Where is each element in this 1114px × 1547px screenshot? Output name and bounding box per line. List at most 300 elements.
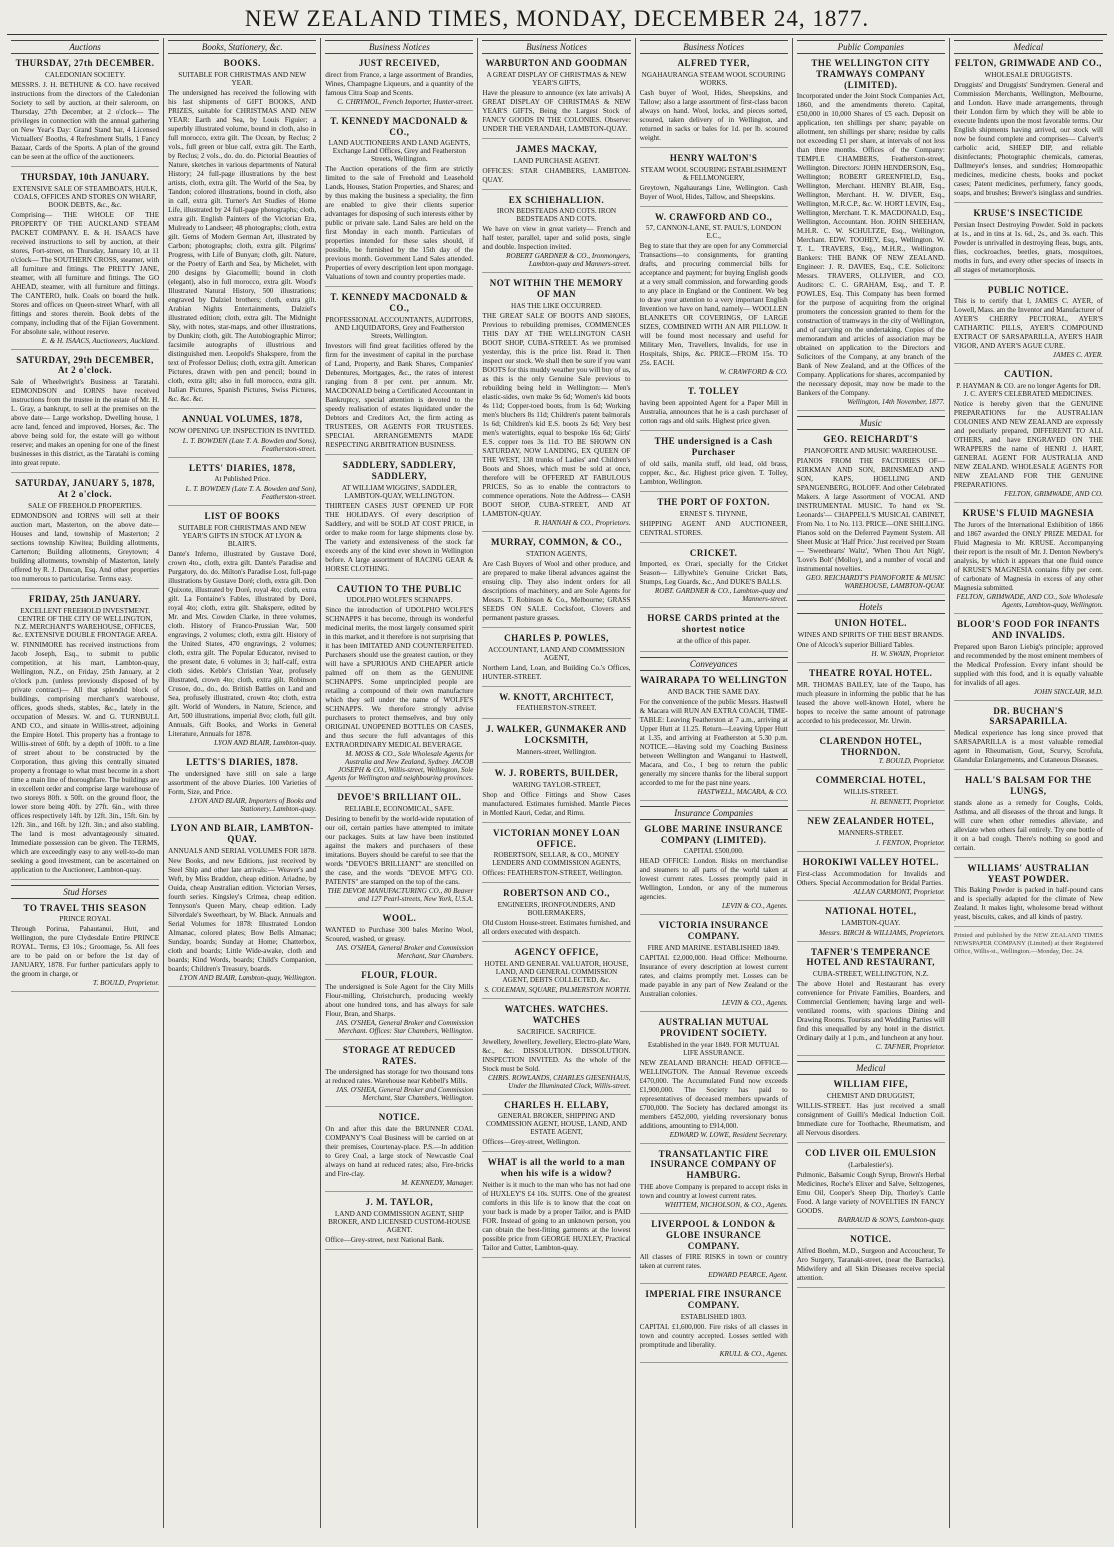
ad-subtitle: LAMBTON-QUAY. (841, 918, 901, 927)
advertisement (325, 1112, 473, 1192)
advertisement (640, 1219, 788, 1284)
ad-subtitle: PRINCE ROYAL (59, 915, 111, 924)
ad-body: Offices—Grey-street, Wellington. (482, 1138, 580, 1147)
column-6 (793, 38, 950, 1528)
ad-subtitle: ERNEST S. THYNNE, (679, 509, 748, 518)
ad-body: MR. THOMAS BAILEY, late of the Taupo, has much pleasure in informing the public that he has leased the above well-known Hotel, where he hopes to receive the same amount of patronage accorded to his predecessor, Mr. Urwin. (796, 680, 945, 725)
ad-title: DR. BUCHAN'S SARSAPARILLA. (989, 705, 1068, 727)
ad-body: Old Custom House-street. Estimates furnished, and all orders executed with despatch. (482, 919, 631, 937)
ad-body: Beg to state that they are open for any Commercial Transactions—to consignments, for granting drafts, and procuring commercial bills for acceptance and payment; for buying English goods at a very small commission, and forwarding goods to any place in England or the Continent. We beg to draw your attention to a very important English Invention we have on hand, namely— WOOLLEN BLANKETS OR COVERINGS, OF LARGE SIZES, COMBINED WITH AN AIR PILLOW. It will be found most necessary and useful for Military Men, Travellers, Invalids, for use in Hospitals, Ships, &c. PRICE—FROM 15s. TO 25s. EACH. (639, 242, 788, 368)
ad-body: OFFICES: STAR CHAMBERS, LAMBTON-QUAY. (482, 166, 631, 184)
advertisement (797, 736, 945, 771)
ad-signature: EDWARD PEARCE, Agent. (708, 1271, 788, 1280)
advertisement (797, 775, 945, 811)
ad-subtitle: UDOLPHO WOLFE'S SCHNAPPS. (346, 596, 453, 605)
ad-subtitle: PROFESSIONAL ACCOUNTANTS, AUDITORS, AND LIQUIDATORS, Grey and Featherston Streets, Wellington. (325, 315, 474, 340)
column-2 (164, 38, 321, 1528)
ad-title: WARBURTON AND GOODMAN (485, 58, 628, 68)
advertisement (640, 153, 788, 207)
ad-body: EDMONDSON and IORNS will sell at their auction mart, Masterton, on the above date— Houses and land, township of Masterton; 2 sections township Kiwitea; Building allotments, Carterton; Building allotments, Greytown; 4 building allotments, township of Masterton, lately offered by R. J. Duncan, Esq. And other properties too numerous to particularise. Terms easy. (11, 511, 160, 583)
ad-signature: FELTON, GRIMWADE, AND CO., Sole Wholesale Agents, Lambton-quay, Wellington. (956, 592, 1103, 609)
advertisement (797, 1079, 945, 1143)
ad-title: T. KENNEDY MACDONALD & CO., (330, 115, 469, 137)
section-heading: Music (797, 416, 945, 430)
ad-subtitle: ACCOUNTANT, LAND AND COMMISSION AGENT, (488, 645, 625, 662)
ad-title: KRUSE'S FLUID MAGNESIA (962, 508, 1095, 519)
advertisement (954, 58, 1103, 203)
ad-body: direct from France, a large assortment of Brandies, Wines, Champagne Liqueurs, and a quantity of the famous Citra Soap and Scents. (325, 70, 474, 97)
advertisement (325, 584, 473, 788)
advertisement (168, 463, 316, 507)
ad-title: THE undersigned is a Cash Purchaser (654, 436, 773, 457)
ad-title: PUBLIC NOTICE. (987, 284, 1069, 295)
advertisement (954, 369, 1103, 503)
newspaper-page (7, 4, 1107, 1539)
ad-body: Offices: FEATHERSTON-STREET, Wellington. (482, 869, 623, 878)
ad-title: WATCHES. WATCHES. WATCHES (504, 1003, 609, 1025)
ad-subtitle: LAND AND COMMISSION AGENT, SHIP BROKER, AND LICENSED CUSTOM-HOUSE AGENT. (328, 1209, 471, 1234)
ad-body: Comprising— THE WHOLE OF THE PROPERTY OF THE AUCKLAND STEAM PACKET COMPANY. E. & H. ISAACS have received instructions to sell by auction, at their stores, Fort-street, on Thursday, January 10, at 11 o'clock— The SOUTHERN CROSS, steamer, with all furniture and fittings. The PRETTY JANE, steamer, with all furniture and fittings. The GO AHEAD, steamer, with all furniture and fittings. The CANTERO, hulk. Coals on board the hulk. Stores and offices on Queen-street Wharf, with all fittings and stores therein. Book debts of the company, including that of the Fijian Government. For absolute sale, without reserve. (11, 210, 160, 336)
ad-subtitle: AT WILLIAM WIGGINS', SADDLER, LAMBTON-QUAY, WELLINGTON. (341, 483, 457, 500)
ad-body: Neither is it much to the man who has not had one of HUXLEY'S £4 10s. SUITS. One of the greatest comforts in this life is to know that the coat on your back is made by a proper Tailor, and is PAID FOR. Instead of going to an unknown person, you can obtain the best-fitting garments at the lowest possible price from GEORGE HUXLEY, Practical Tailor and Cutter, Lambton-quay. (482, 1180, 631, 1252)
ad-subtitle: A GREAT DISPLAY OF CHRISTMAS & NEW YEAR'S GIFTS, (486, 70, 627, 87)
ad-body: CAPITAL £1,600,000. Fire risks of all classes in town and country accepted. Losses settled with promptitude and liberality. (639, 1322, 788, 1349)
advertisement (640, 497, 788, 543)
ad-signature: J. FENTON, Proprietor. (875, 838, 945, 847)
ad-subtitle: HAS THE LIKE OCCURRED. (511, 301, 602, 310)
ad-signature: W. CRAWFORD & CO. (719, 368, 788, 377)
ad-title: LYON AND BLAIR, LAMBTON-QUAY. (170, 822, 314, 844)
ad-title: W. CRAWFORD AND CO., (655, 211, 773, 222)
ad-signature: THE DEVOE MANUFACTURING CO., 80 Beaver and 127 Pearl-streets, New York, U.S.A. (327, 887, 474, 904)
ad-body: The undersigned have still on sale a large assortment of the above Diaries. 100 Varieties of Form, Size, and Price. (168, 769, 317, 796)
ad-subtitle: GENERAL BROKER, SHIPPING AND COMMISSION AGENT, HOUSE, LAND, AND ESTATE AGENT, (485, 1112, 627, 1137)
ad-title: WAIRARAPA TO WELLINGTON (640, 674, 787, 685)
ad-body: We have on view in great variety— French and half tester, parallel, taper and solid posts, single and double. Inspection invited. (482, 225, 631, 252)
ad-signature: JAS. O'SHEA, General Broker and Commission Merchant. Offices: Star Chambers, Wellington. (335, 1018, 474, 1035)
advertisement (797, 906, 945, 942)
ad-title: HORSE CARDS printed at the shortest notice (647, 613, 780, 635)
ad-signature: HASTWELL, MACARA, & CO. (697, 787, 788, 796)
ad-title: NOTICE. (378, 1112, 420, 1123)
ad-body: Sale of Wheelwright's Business at Taratahi. EDMONDSON and IORNS have received instructions from the trustee in the estate of Mr. H. L. Gray, a bankrupt, to sell at the premises on the above date— Large workshop, Dwelling house, 1 acre land, fenced and improved, Horses, &c. The above being sold for, the estate will go without reserve; and makes an opening for one of the finest businesses in this district, as the Taratahi is coming into great repute. (11, 378, 160, 468)
ad-body: The undersigned has storage for two thousand tons at reduced rates. Warehouse near Kebbell's Mills. (325, 1068, 474, 1086)
advertisement (640, 675, 788, 801)
imprint-footer: Printed and published by the NEW ZEALAND TIMES NEWSPAPER COMPANY (Limited) at their Registered Office, Willis-st., Wellington.—Monday, Dec. 24. (953, 932, 1103, 955)
ad-subtitle: (Larbalestier's). (848, 1160, 894, 1169)
ad-signature: Messrs. BIRCH & WILLIAMS, Proprietors. (819, 928, 945, 937)
ad-subtitle: NGAHAURANGA STEAM WOOL SCOURING WORKS. (641, 70, 786, 87)
advertisement (797, 58, 945, 411)
advertisement (482, 633, 630, 687)
ad-signature: C. TAFNER, Proprietor. (875, 1043, 945, 1052)
ad-body: Through Porirua, Pahautanui, Hutt, and Wellington, the pure Clydesdale Entire PRINCE ROYAL. Terms, £3 10s.; Groomage, 5s. All fees are to be paid on or before the 1st day of JANUARY, 1878. For further particulars apply to the groom in charge, or (11, 925, 160, 979)
advertisement (11, 58, 159, 167)
ad-title: LIST OF BOOKS (204, 511, 280, 522)
ad-signature: LEVIN & CO., Agents. (721, 998, 788, 1007)
column-3 (321, 38, 478, 1528)
ad-title: T. KENNEDY MACDONALD & CO., (330, 292, 469, 314)
columns-container (7, 38, 1107, 1528)
ad-title: CLARENDON HOTEL, THORNDON. (819, 735, 923, 757)
ad-signature: CHRIS. ROWLANDS, CHARLES GIESENHAUS, Under the Illuminated Clock, Willis-street. (488, 1073, 631, 1090)
ad-subtitle: ROBERTSON, SELLAR, & CO., MONEY LENDERS AND COMMISSION AGENTS, (492, 851, 621, 868)
ad-body: WANTED to Purchase 300 bales Merino Wool, Scoured, washed, or greasy. (325, 925, 474, 943)
ad-body: CAPITAL £2,000,000. Head Office: Melbourne. Insurance of every description at lowest current rates, and claims promptly met. Losses can be made payable in any part of New Zealand or the Australian colonies. (639, 953, 788, 998)
ad-title: MURRAY, COMMON, & CO., (490, 536, 623, 547)
ad-title: WILLIAM FIFE, (833, 1079, 909, 1090)
advertisement (954, 508, 1103, 614)
advertisement (640, 386, 788, 431)
section-heading: Business Notices (482, 40, 630, 54)
ad-title: DEVOE'S BRILLIANT OIL. (337, 792, 462, 803)
ad-title: FLOUR, FLOUR. (361, 969, 438, 980)
ad-signature: L. T. BOWDEN (Late T. A. Bowden and Son), Featherston-street. (185, 485, 317, 502)
advertisement (325, 292, 473, 455)
ad-subtitle: AND BACK THE SAME DAY. (667, 687, 760, 696)
ad-title: CHARLES H. ELLABY, (504, 1099, 609, 1110)
ad-body: Alfred Boehm, M.D., Surgeon and Accoucheur, Te Aro Surgery, Taranaki-street, (near the Barracks). Midwifery and all Skin Diseases receive special attention. (796, 1246, 945, 1282)
ad-subtitle: MANNERS-STREET. (838, 828, 904, 837)
ad-body: This Baking Powder is packed in half-pound cans and is specially adapted for the climate of New Zealand. It makes light, wholesome bread without yeast, biscuits, cakes, and all kinds of pastry. (953, 886, 1103, 922)
ad-title: J. WALKER, GUNMAKER AND LOCKSMITH, (486, 724, 627, 746)
ad-body: Have the pleasure to announce (ex late arrivals) A GREAT DISPLAY OF CHRISTMAS & NEW YEAR'S GIFTS, Being the Largest Stock of FANCY GOODS IN THE COLONIES. Observe: UNDER THE VERANDAH, LAMBTON-QUAY. (482, 88, 631, 133)
advertisement (797, 668, 945, 731)
ad-subtitle: CUBA-STREET, WELLINGTON, N.Z. (812, 970, 929, 979)
ad-signature: LYON AND BLAIR, Importers of Books and Stationery, Lambton-quay. (189, 796, 317, 813)
ad-subtitle: Established in the year 1849. FOR MUTUAL LIFE ASSURANCE. (647, 1040, 780, 1057)
ad-body: HEAD OFFICE: London. Risks on merchandise and steamers to all parts of the world taken at lowest current rates. Losses promptly paid in Wellington, London, or any of the numerous agencies. (639, 857, 788, 902)
ad-signature: ALLAN CARMONT, Proprietor. (853, 887, 945, 896)
advertisement (640, 1149, 788, 1214)
advertisement (797, 434, 945, 595)
ad-signature: ROBT. GARDNER & CO., Lambton-quay and Manners-street. (654, 587, 788, 604)
advertisement (640, 548, 788, 609)
advertisement (482, 195, 630, 274)
ad-body: Are Cash Buyers of Wool and other produce, and are prepared to make liberal advances against the ensuing clip. They also indent orders for all descriptions of machinery, and are Sole Agents for Messrs. T. Robinson & Co., Melbourne; GRASS SEEDS ON SALE. Cocksfoot, Clovers and permanent pasture grasses. (482, 559, 631, 622)
ad-subtitle: STATION AGENTS, (526, 549, 587, 558)
ad-subtitle: NOW OPENING UP. INSPECTION IS INVITED. (168, 426, 316, 435)
ad-title: NOT WITHIN THE MEMORY OF MAN (489, 278, 624, 300)
advertisement (482, 888, 630, 942)
ad-body: of old sails, manila stuff, old lead, old brass, copper, &c., &c. Highest price given. T. Tolley, Lambton, Wellington. (639, 459, 788, 486)
advertisement (482, 1157, 630, 1258)
advertisement (640, 212, 788, 382)
ad-body: Investors will find great facilities offered by the firm for the investment of capital in the purchase of Land, Property, and Bank Shares, Companies' Debentures, Mortgages, &c., the rates of interest ranging from 8 per cent. per annum. Mr. MACDONALD being a Certificated Accountant in Bankruptcy, special attention is devoted to the speedy realisation of estates liquidated under the Debtors and Creditors Act, the firm acting as TRUSTEES, OR AGENTS FOR TRUSTEES. SPECIAL ARRANGEMENTS MADE RESPECTING ARBITRATION BUSINESS. (325, 341, 474, 449)
column-5 (636, 38, 793, 1528)
ad-title: THE PORT OF FOXTON. (657, 496, 770, 507)
section-heading: Medical (797, 1061, 945, 1075)
ad-subtitle: ANNUALS AND SERIAL VOLUMES FOR 1878. (168, 846, 317, 855)
ad-body: One of Alcock's superior Billiard Tables. (796, 640, 914, 649)
ad-title: JAMES MACKAY, (515, 143, 598, 154)
ad-title: W. J. ROBERTS, BUILDER, (494, 767, 619, 778)
ad-title: WOOL. (382, 913, 417, 924)
ad-subtitle: Manners-street, Wellington. (516, 747, 597, 756)
advertisement (482, 1004, 630, 1095)
section-heading: Business Notices (640, 40, 788, 54)
ad-subtitle: FEATHERSTON-STREET. (516, 704, 597, 713)
ad-signature: H. W. SWAIN, Proprietor. (871, 649, 945, 658)
ad-body: The undersigned has received the following with his last shipments of GIFT BOOKS, AND PRIZES, suitable for CHRISTMAS AND NEW YEAR: Earth and Sea, by Louis Figuier; a superbly illustrated volume, bound in cloth, also in full morocco, extra gilt. The Ocean, by Reclus; 2 vols., full green or blue calf, extra gilt. The Earth, by Reclus; 2 vols., do. do. do. Pictorial Beauties of Nature, sketches in various departments of Natural History; 24 full-page illustrations by the best artists, cloth, extra gilt. The World of the Sea, by Tandon; colored illustrations, bound in cloth, also in calf, extra gilt. Turner's Art Studies of Home Life, illustrated by 24 full-page photographs; cloth, extra gilt. English Painters of the Victorian Era, Mulready to Landseer; 48 photographs; cloth, extra gilt. Gems of Modern German Art, illustrated by Carbon; photographs; cloth, extra gilt. Pilgrims' Progress, with Life of Bunyan; cloth, gilt. Nature, or the Poetry of Earth and Sea, by Michelet, with 200 designs by Giacomelli; bound in cloth (elegant), also in full morocco, extra gilt. Wood's Illustrated Natural History, 500 illustrations; engraved by Dalziel brothers; cloth, extra gilt. Arabian Nights Entertainments, Dalziel's illustrated edition; cloth, extra gilt. The Midnight Sky, with notes, star-maps, and other illustrations, by Dunkin; cloth, gilt. The Autobiographic Mirror; facsimile autographs of illustrious and distinguished men. Leopold's Shakspere, from the text of Professor Delius; cloth, extra gilt. American Pictures, drawn with pen and pencil; bound in cloth, extra gilt; also in full morocco, extra gilt. Italian Pictures, Spanish Pictures, Swiss Pictures, &c. &c. &c. (168, 88, 317, 403)
ad-title: CHARLES P. POWLES, (504, 632, 609, 643)
ad-title: HOROKIWI VALLEY HOTEL. (802, 856, 939, 867)
ad-title: TAFNER'S TEMPERANCE HOTEL AND RESTAURANT, (806, 946, 935, 968)
ad-body: New Books, and new Editions, just received by Steel Ship and other late arrivals:— Weaver's and Weft, by Miss Braddon, cheap edition. Ariadne, by Ouida, cheap Australian edition. Victorian Verses, fourth series. Kingsley's Crimea, cheap edition. Tennyson's Queen Mary, cheap edition. Lady Silverdale's Sweetheart, by W. Black. Annuals and Serial Volumes for 1878: Illustrated London Almanac, colored plates; Bow Bells Almanac; Sunday, boards; Sunday at Home; Chatterbox, cloth and boards; Little Wide-awake, cloth and boards; Kind Words, boards; Child's Companion, boards; Children's Treasury, boards. (168, 856, 317, 973)
ad-title: GEO. REICHARDT'S (823, 434, 919, 445)
advertisement (797, 1148, 945, 1229)
ad-subtitle: WARING TAYLOR-STREET, (512, 780, 601, 789)
ad-subtitle: LAND AUCTIONEERS AND LAND AGENTS, Exchange Land Offices, Grey and Featherston Streets, Wellington. (328, 139, 471, 164)
ad-subtitle: 57, CANNON-LANE, ST. PAUL'S, LONDON E.C., (645, 224, 782, 241)
ad-title: CAUTION. (1004, 369, 1053, 380)
ad-title: CRICKET. (689, 547, 738, 558)
advertisement (325, 792, 473, 908)
ad-signature: JAMES C. AYER. (1052, 351, 1103, 360)
ad-body: PIANOS FROM THE FACTORIES OF— KIRKMAN AND SON, BRINSMEAD AND SON, KAPS, HOELLING AND SPANGENBERG, ROLOFF. And other Celebrated Makers. A large Assortment of VOCAL AND INSTRUMENTAL MUSIC. To hand ex 'St. Leonards'— CHAPPELL'S MUSICAL CABINET, From No. 1 to No. 113. PRICE—ONE SHILLING. Pianos sold on the Deferred Payment System. All Sheet Music at 'Half Price.' Just received per Steam— 'Sweethearts' Waltz', 'When Thou Art Nigh', 'Love's Bolt' (Molloy), and a number of vocal and instrumental novelties. (796, 457, 945, 574)
ad-body: For the convenience of the public Messrs. Hastwell & Macara will RUN AN EXTRA COACH, TIME-TABLE: Leaving Featherston at 7 a.m., arriving at Upper Hutt at 11.25. Return—Leaving Upper Hutt at 1.35, and arriving at Featherston at 5.30 p.m. NOTICE.—Having sold my Coaching Business between Wellington and Wanganui to Hastwell, Macara, and Co., I beg to return the public generally my sincere thanks for the liberal support accorded to me for the past nine years. (639, 697, 788, 787)
ad-signature: T. BOULD, Proprietor. (93, 979, 160, 988)
ad-signature: JAS. O'SHEA, General Broker and Commission Merchant, Star Chambers. (335, 943, 474, 960)
advertisement (11, 903, 159, 993)
ad-body: All classes of FIRE RISKS in town or country taken at current rates. (639, 1253, 788, 1271)
ad-body: SHIPPING AGENT AND AUCTIONEER, CENTRAL STORES. (639, 519, 788, 537)
ad-signature: ROBERT GARDNER & CO., Ironmongers, Lambton-quay and Manners-street. (506, 252, 631, 269)
advertisement (482, 58, 630, 139)
ad-body: Imported, ex Orari, specially for the Cricket Season— Lillywhite's Genuine Cricket Bats, Stumps, Leg Guards, &c., And DUKE'S BALLS. (639, 560, 788, 587)
advertisement (640, 824, 788, 916)
ad-subtitle: SUITABLE FOR CHRISTMAS AND NEW YEAR'S GIFTS IN STOCK AT LYON & BLAIR'S. (178, 524, 307, 549)
ad-body: The Auction operations of the firm are strictly limited to the sale of Freehold and Leasehold Lands, Houses, Station Properties, and Shares; and by thus making the business a speciality, the firm are enabled to give their clients superior advantages for disposing of such interests either by public or private sale. Land Sales are held on the first Monday in each month. Particulars of properties intended for these sales should, if possible, be furnished by the 15th day of the previous month. Government Land Sales attended. Properties of every description lent upon mortgage. Valuations of town and country properties made. (325, 165, 474, 282)
ad-subtitle: at the office of this paper. (676, 636, 751, 645)
ad-signature: GEO. REICHARDT'S PIANOFORTE & MUSIC WAREHOUSE, LAMBTON-QUAY. (805, 574, 945, 591)
advertisement (954, 863, 1103, 928)
ad-title: VICTORIA INSURANCE COMPANY. (658, 920, 769, 942)
column-1 (7, 38, 164, 1528)
ad-signature: E. & H. ISAACS, Auctioneers, Auckland. (41, 336, 160, 345)
ad-title: VICTORIAN MONEY LOAN OFFICE. (492, 827, 620, 849)
ad-subtitle: WHOLESALE DRUGGISTS. (984, 70, 1073, 79)
ad-body: Notice is hereby given that the GENUINE PREPARATIONS for the AUSTRALIAN COLONIES AND NEW ZEALAND are expressly and peculiarly prepared, DIFFERENT TO ALL OTHERS, and have ENGRAVED ON THE WRAPPERS the name of HENRI J. HART, GENERAL AGENT FOR AUSTRALIA AND NEW ZEALAND. WHOLESALE AGENTS FOR NEW ZEALAND FOR THE GENUINE PREPARATIONS. (953, 400, 1103, 490)
ad-title: IMPERIAL FIRE INSURANCE COMPANY. (645, 1289, 782, 1311)
ad-title: BOOKS. (223, 58, 261, 68)
ad-body: WILLIS-STREET. Has just received a small consignment of Guilli's Medical Induction Coil. Immediate cure for Toothache, Rheumatism, and all Nervous disorders. (796, 1101, 945, 1137)
ad-body: The Jurors of the International Exhibition of 1866 and 1867 awarded the ONLY PRIZE MEDAL for Fluid Magnesia to Mr. KRUSE. Accompanying their report is the result of Mr. J. Denton Newbery's analysis, by which it appears that one fluid ounce of KRUSE'S MAGNESIA contains fifty per cent. of carbonate of Magnesia in excess of any other Magnesia submitted. (953, 520, 1103, 592)
ad-title: ANNUAL VOLUMES, 1878, (181, 413, 303, 424)
ad-subtitle: CAPITAL £500,000. (683, 847, 744, 856)
ad-signature: S. COLEMAN, SQUARE, PALMERSTON NORTH. (484, 985, 631, 994)
ad-title: THURSDAY, 10th JANUARY. (20, 171, 150, 182)
ad-title: EX SCHIEHALLION. (508, 194, 605, 205)
advertisement (325, 913, 473, 965)
ad-body: On and after this date the BRUNNER COAL COMPANY'S Coal Business will be carried on at their premises, Courtenay-place. P.S.—In addition to Grey Coal, a large stock of Newcastle Coal always on hand at reduced rates; also, Fire-bricks and Fire-clay. (325, 1125, 474, 1179)
ad-body: having been appointed Agent for a Paper Mill in Australia, announces that he is a cash purchaser of cotton rags and old sails. Highest price given. (639, 399, 788, 426)
ad-body: Pulmonic, Balsamic Cough Syrup, Brown's Herbal Medicines, Roche's Elixer and Salve, Seltzogenes, Emu Oil, Cooper's Sheep Dip, Thorley's Cattle Food. A large variety of NOVELTIES IN FANCY GOODS. (796, 1170, 945, 1215)
ad-signature: LYON AND BLAIR, Lambton-quay. (214, 739, 317, 748)
ad-title: LETTS'S DIARIES, 1878. (186, 757, 299, 768)
ad-subtitle: IRON BEDSTEADS AND COTS. IRON BEDSTEADS AND COTS. (496, 207, 617, 224)
ad-body: MESSRS. J. H. BETHUNE & CO. have received instructions from the directors of the Caledonian Society to sell by auction, at their saleroom, on Thursday, 27th December, at 2 o'clock— The privileges in connection with the annual gathering on New Year's Day: Grand Stand bar, 4 Licensed Victuallers' Booths, 4 Refreshment Stalls, 1 Fancy Bazaar, Cards of the Sports. A plan of the ground can be seen at the office of the auctioneers. (11, 80, 160, 161)
ad-title: COD LIVER OIL EMULSION (805, 1147, 937, 1158)
ad-subtitle: CALEDONIAN SOCIETY. (45, 70, 126, 79)
advertisement (11, 172, 159, 350)
ad-title: SATURDAY, JANUARY 5, 1878, At 2 o'clock. (15, 478, 155, 499)
advertisement (325, 1045, 473, 1108)
ad-signature: T. BOULD, Proprietor. (878, 757, 945, 766)
ad-signature: BARRAUD & SON'S, Lambton-quay. (837, 1215, 945, 1224)
section-heading: Public Companies (797, 40, 945, 54)
ad-title: CAUTION TO THE PUBLIC (336, 583, 462, 594)
advertisement (482, 947, 630, 999)
ad-title: THEATRE ROYAL HOTEL. (809, 667, 933, 678)
ad-signature: FELTON, GRIMWADE, AND CO. (1004, 490, 1103, 499)
column-7 (950, 38, 1107, 1528)
ad-title: HALL'S BALSAM FOR THE LUNGS, (965, 775, 1092, 796)
advertisement (11, 355, 159, 474)
ad-title: LETTS' DIARIES, 1878, (188, 462, 296, 473)
advertisement (482, 768, 630, 823)
ad-title: ALFRED TYER, (677, 58, 750, 68)
ad-signature: C. CHRYMOL, French Importer, Hunter-street. (337, 97, 474, 106)
advertisement (168, 757, 316, 818)
ad-title: BLOOR'S FOOD FOR INFANTS AND INVALIDS. (957, 618, 1100, 640)
advertisement (797, 618, 945, 663)
advertisement (797, 1234, 945, 1288)
ad-title: WILLIAMS' AUSTRALIAN YEAST POWDER. (967, 862, 1090, 884)
ad-subtitle: P. HAYMAN & CO. are no longer Agents for DR. J. C. AYER'S CELEBRATED MEDICINES. (956, 382, 1101, 399)
advertisement (168, 823, 316, 987)
ad-title: NOTICE. (850, 1233, 892, 1244)
advertisement (325, 1197, 473, 1250)
advertisement (954, 706, 1103, 771)
advertisement (168, 414, 316, 458)
ad-signature: M. KENNEDY, Manager. (401, 1179, 474, 1188)
ad-subtitle: CHEMIST AND DRUGGIST, (826, 1091, 915, 1100)
ad-subtitle: SALE OF FREEHOLD PROPERTIES. (28, 501, 142, 510)
ad-subtitle: ENGINEERS, IRONFOUNDERS, AND BOILERMAKERS, (497, 901, 616, 918)
advertisement (11, 594, 159, 880)
ad-subtitle: WILLIS-STREET. (843, 788, 898, 797)
ad-signature: KRULL & CO., Agents. (719, 1349, 788, 1358)
advertisement (640, 920, 788, 1012)
ad-title: SADDLERY, SADDLERY, SADDLERY, (342, 459, 456, 481)
ad-body: Office—Grey-street, next National Bank. (325, 1235, 445, 1244)
ad-subtitle: EXTENSIVE SALE OF STEAMBOATS, HULK, COALS, OFFICES AND STORES ON WHARF, BOOK DEBTS, &c., &c. (12, 184, 158, 209)
advertisement (482, 692, 630, 720)
advertisement (954, 208, 1103, 280)
ad-subtitle: RELIABLE, ECONOMICAL, SAFE. (344, 805, 454, 814)
ad-body: Northern Land, Loan, and Building Co.'s Offices, HUNTER-STREET. (482, 663, 631, 681)
advertisement (640, 1017, 788, 1144)
ad-title: WHAT is all the world to a man when his wife is a widow? (487, 1157, 626, 1179)
ad-title: FRIDAY, 25th JANUARY. (28, 593, 142, 604)
ad-signature: JAS. O'SHEA, General Broker and Commission Merchant, Star Chambers, Wellington. (335, 1086, 474, 1103)
advertisement (482, 724, 630, 763)
advertisement (325, 970, 473, 1040)
ad-title: AGENCY OFFICE, (514, 947, 599, 958)
advertisement (325, 460, 473, 579)
ad-title: UNION HOTEL. (834, 618, 908, 629)
ad-body: The above Hotel and Restaurant has every convenience for Private Families, Boarders, and Commercial Gentlemen; having large and well-ventilated rooms, with spacious Dining and Drawing Rooms. Tourists and Wedding Parties will find this unequalled by any hotel in the district. Ordinary daily at 1 p.m., and luncheon at any hour. (796, 980, 945, 1043)
ad-subtitle: EXCELLENT FREEHOLD INVESTMENT. CENTRE OF THE CITY OF WELLINGTON, N.Z. MERCHANT'S WAREHOUSE, OFFICES, &c. EXTENSIVE DOUBLE FRONTAGE AREA. (12, 606, 158, 639)
advertisement (954, 775, 1103, 858)
ad-body: Desiring to benefit by the world-wide reputation of our oil, certain parties have attempted to imitate our packages. Suits at law have been instituted against the makers and purchasers of these imitations. Buyers should be careful to see that the words "DEVOE'S BRILLIANT" are stencilled on the case, and the words "DEVOE M'F'G CO. PATENTS" are stamped on the top of the cans. (325, 815, 474, 887)
ad-signature: WHITTEM, NICHOLSON, & CO., Agents. (664, 1200, 788, 1209)
ad-title: FELTON, GRIMWADE AND CO., (954, 58, 1102, 68)
ad-body: stands alone as a remedy for Coughs, Colds, Asthma, and all diseases of the throat and lungs. It will cure when other remedies alleviate, and alleviate when others fail entirely. Try one bottle of it on a bad cough. There's nothing so good and certain. (953, 798, 1103, 852)
ad-body: Dante's Inferno, illustrated by Gustave Doré, crown 4to., cloth, extra gilt. Dante's Paradise and Purgatory, do. do. Milton's Paradise Lost, full-page illustrations by Gustave Doré; cloth, extra gilt. Don Quixote, illustrated by Doré, royal 4to; cloth, extra gilt. La Fontaine's Fables, illustrated by Doré, royal 4to; cloth, extra gilt. Shakspere, edited by Mr. and Mrs. Cowden Clarke, in three volumes, cloth. History of Franco-Prussian War, 500 engravings, 2 volumes; cloth, extra gilt. History of the United States, 470 engravings, 2 volumes; cloth, extra gilt. The Popular Educator, revised to the present date, 6 volumes in 3; half-calf, extra cloth sides. Keble's Christian Year, profusely illustrated, crown 4to; cloth, extra gilt. Robinson Crusoe, do., do., do. British Battles on Land and Sea, profusely illustrated, crown 4to; cloth, extra gilt. World of Wonders, in Nature, Science, and Art, 500 illustrations, imperial 8vo; cloth, full gilt. Annuals, Gift Books, and Works in General Literature, Annuals for 1878. (168, 550, 317, 739)
ad-title: AUSTRALIAN MUTUAL PROVIDENT SOCIETY. (658, 1016, 769, 1038)
ad-title: COMMERCIAL HOTEL, (815, 775, 926, 786)
ad-body: THIRTEEN CASES JUST OPENED UP FOR THE HOLIDAYS. Of every description of Saddlery, and will be SOLD AT COST PRICE, in order to make room for large shipments close by. The variety and extensiveness of the stock far exceeds any of the kind ever shown in Wellington before. A large assortment of RACING GEAR & HORSE CLOTHING. (325, 501, 474, 573)
ad-signature: JOHN SINCLAIR, M.D. (1033, 687, 1103, 696)
ad-body: Medical experience has long since proved that SARSAPARILLA is a most valuable remedial agent in Rheumatism, Gout, Scurvy, Scrofula, Glandular Enlargements, and Cutaneous Diseases. (953, 729, 1103, 765)
advertisement (797, 857, 945, 901)
section-heading: Insurance Companies (640, 806, 788, 820)
ad-signature: EDWARD W. LOWE, Resident Secretary. (669, 1130, 788, 1139)
ad-title: THURSDAY, 27th DECEMBER. (15, 58, 155, 68)
ad-body: Persian Insect Destroying Powder. Sold in packets at 1s., and in tins at 1s. 6d., 2s., and 3s. each. This Powder is unrivalled in destroying fleas, bugs, ants, flies, cockroaches, beetles, gnats, mosquitoes, moths in furs, and every other species of insects in all stages of metamorphosis. (953, 220, 1103, 274)
ad-signature: M. MOSS & CO., Sole Wholesale Agents for Australia and New Zealand, Sydney. JACOB JOSEPH & CO., Willis-street, Wellington, Sole Agents for Wellington and neighbouring provinces. (326, 750, 474, 783)
ad-signature: L. T. BOWDEN (Late T. A. Bowden and Sons), Featherston-street. (182, 436, 317, 453)
section-heading: Conveyances (640, 657, 788, 671)
ad-subtitle: SACRIFICE. SACRIFICE. (517, 1027, 596, 1036)
ad-subtitle: SUITABLE FOR CHRISTMAS AND NEW YEAR. (178, 70, 307, 87)
ad-body: Jewellery, Jewellery, Jewellery, Electro-plate Ware, &c., &c. DISSOLUTION. DISSOLUTION. INSPECTION INVITED. As the whole of the Stock must be Sold. (482, 1037, 631, 1073)
ad-body: NEW ZEALAND BRANCH: HEAD OFFICE—WELLINGTON. The Annual Revenue exceeds £470,000. The Accumulated Fund now exceeds £1,900,000. The Society has paid to representatives of deceased members upwards of £700,000. The Society has declared amongst its members £452,000, yielding reversionary bonus additions, amounting to £914,000. (639, 1058, 788, 1130)
ad-signature: LEVIN & CO., Agents. (721, 902, 788, 911)
advertisement (797, 816, 945, 852)
ad-subtitle: HOTEL AND GENERAL VALUATOR, HOUSE, LAND, AND GENERAL COMMISSION AGENT, DEBTS COLLECTED, &c. (484, 959, 629, 984)
ad-body: This is to certify that I, JAMES C. AYER, of Lowell, Mass. am the Inventor and Manufacturer of AYER'S CHERRY PECTORAL, AYER'S CATHARTIC PILLS, AYER'S COMPOUND EXTRACT OF SARSAPARILLA, AYER'S HAIR VIGOR, AND AYER'S AGUE CURE. (953, 297, 1103, 351)
ad-title: ROBERTSON AND CO., (503, 888, 610, 899)
ad-title: W. KNOTT, ARCHITECT, (499, 691, 614, 702)
ad-body: Since the introduction of UDOLPHO WOLFE'S SCHNAPPS it has become, through its wonderful medicinal merits, the most largely consumed spirit in this market, and it therefore is not surprising that it has been IMITATED AND COUNTERFEITED. Purchasers should use the greatest caution, or they will have a SPURIOUS AND CHEAPER article palmed off on them as the GENUINE SCHNAPPS. Some unprincipled people are retailing a compound of their own manufacture which they sell under the name of WOLFE'S SCHNAPPS. We therefore strongly advise purchasers to protect themselves, and buy only ORIGINAL UNOPENED BOTTLES OR CASES, and thus secure the full advantages of this EXTRAORDINARY MEDICAL BEVERAGE. (325, 606, 474, 750)
advertisement (325, 58, 473, 111)
ad-title: TO TRAVEL THIS SEASON (23, 902, 147, 913)
advertisement (482, 1100, 630, 1153)
ad-body: Incorporated under the Joint Stock Companies Act, 1860, and the amendments thereto. Capital, £50,000 in 10,000 Shares of £5 each. Deposit on application, ten shillings per share; payable on allotment, ten shillings per share; residue by calls not exceeding £1 per share, at intervals of not less than three months. Offices of the Company: TEMPLE CHAMBERS, Featherston-street, Wellington. Directors: JOHN HENDERSON, Esq., Wellington; ROBERT GREENFIELD, Esq., Wellington, Merchant. HENRY BLAIR, Esq., Wellington, Merchant. H. W. DIVER, Esq., Wellington, M.R.C.P., &c. W. HORT LEVIN, Esq., Wellington, Merchant. T. K. MACDONALD, Esq., Wellington, Accountant. Hon. JOHN SHEEHAN, M.H.R. C. W. SCHULTZE, Esq., Wellington, Merchant. EDW. TOOHEY, Esq., Wellington. W. T. L. TRAVERS, Esq., M.H.R., Wellington. Bankers: THE BANK OF NEW ZEALAND. Engineer: J. R. DAVIES, Esq., C.E. Solicitors: Messrs. TRAVERS, OLLIVIER, and CO. Auditors: C. C. GRAHAM, Esq., and T. P. POWLES, Esq. This Company has been formed for the purpose of acquiring from the original promoters the concession granted to them for the construction of tramways in the city of Wellington, and of carrying on the undertaking. Copies of the memorandum and articles of association may be obtained on application to the Directors and Solicitors of the Company, at any branch of the Bank of New Zealand, and at the Offices of the Company. Applications for shares, accompanied by the necessary deposit, may now be made to the Bankers of the Company. (796, 92, 945, 398)
ad-title: KRUSE'S INSECTICIDE (973, 207, 1084, 218)
ad-subtitle: FIRE AND MARINE. ESTABLISHED 1849. (647, 943, 780, 952)
ad-title: GLOBE MARINE INSURANCE COMPANY (LIMITED). (644, 823, 783, 845)
advertisement (168, 511, 316, 752)
ad-title: JUST RECEIVED, (358, 58, 440, 68)
advertisement (168, 58, 316, 409)
advertisement (482, 828, 630, 884)
ad-signature: H. BENNETT, Proprietor. (870, 798, 945, 807)
advertisement (482, 278, 630, 532)
ad-signature: LYON AND BLAIR, Lambton-quay, Wellington. (179, 973, 317, 982)
section-heading: Business Notices (325, 40, 473, 54)
ad-signature: R. HANNAH & CO., Proprietors. (534, 518, 631, 527)
advertisement (640, 613, 788, 652)
section-heading: Auctions (11, 40, 159, 54)
advertisement (325, 116, 473, 288)
section-heading: Medical (954, 40, 1103, 54)
section-heading: Stud Horses (11, 885, 159, 899)
ad-title: STORAGE AT REDUCED RATES. (342, 1044, 456, 1066)
ad-subtitle: ESTABLISHED 1803. (680, 1312, 747, 1321)
ad-title: NATIONAL HOTEL, (825, 905, 917, 916)
ad-title: NEW ZEALANDER HOTEL, (807, 816, 935, 827)
ad-title: LIVERPOOL & LONDON & GLOBE INSURANCE COMPANY. (651, 1218, 777, 1251)
section-heading: Books, Stationery, &c. (168, 40, 316, 54)
ad-title: HENRY WALTON'S (669, 152, 758, 163)
ad-title: THE WELLINGTON CITY TRAMWAYS COMPANY (LIMITED). (811, 58, 931, 90)
advertisement (11, 478, 159, 589)
ad-title: TRANSATLANTIC FIRE INSURANCE COMPANY OF HAMBURG. (650, 1148, 777, 1181)
